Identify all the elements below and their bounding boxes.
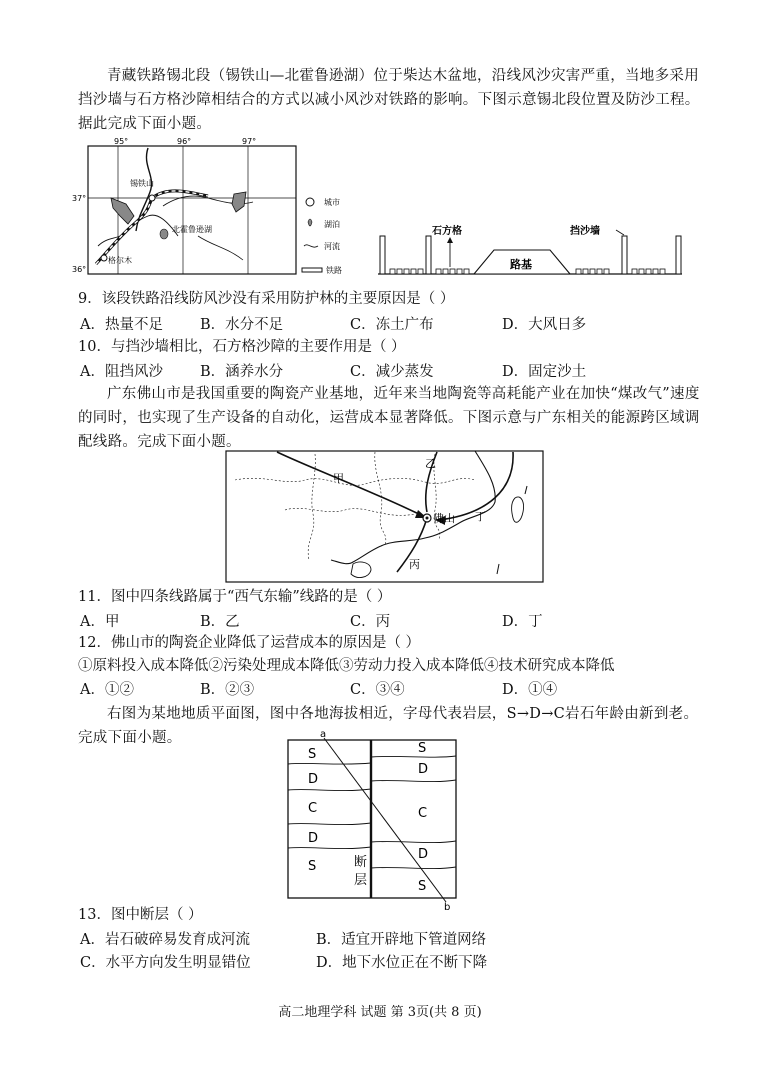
option-d: D．地下水位正在不断下降 <box>316 955 488 971</box>
layer-label-right: D <box>418 762 429 777</box>
foshan-city-dot <box>426 517 429 520</box>
label-foshan: 佛山 <box>433 512 455 525</box>
question-13-options-row2 <box>78 951 718 973</box>
place-xitieshan: 锡铁山 <box>130 179 154 188</box>
option-b: B．适宜开辟地下管道网络 <box>316 932 487 948</box>
city-marker <box>101 255 107 261</box>
option-b: B．水分不足 <box>200 317 284 333</box>
place-geermu: 格尔木 <box>108 256 132 265</box>
lon-97-label: 97° <box>242 137 257 146</box>
question-13-options-row1 <box>78 928 718 950</box>
question-12-options <box>78 678 718 700</box>
question-10-options <box>78 360 718 382</box>
fault-label-char2: 层 <box>354 873 368 888</box>
lon-95-label: 95° <box>114 137 129 146</box>
legend-river-label: 河流 <box>324 242 340 251</box>
lon-96-label: 96° <box>177 137 192 146</box>
option-c: C．水平方向发生明显错位 <box>80 955 251 971</box>
label-b: b <box>444 902 451 913</box>
option-d: D．①④ <box>502 682 558 698</box>
label-yi: 乙 <box>425 457 436 470</box>
question-13-stem: 13．图中断层（ ） <box>78 907 203 923</box>
option-c: C．冻土广布 <box>350 317 434 333</box>
sand-wall-post <box>426 236 431 274</box>
place-beihuoluxun: 北霍鲁逊湖 <box>172 225 212 234</box>
lake-shape <box>160 229 168 239</box>
intro-paragraph-geology: 右图为某地地质平面图，图中各地海拔相近，字母代表岩层，S→D→C岩石年龄由新到老。完成下面小题。 <box>78 706 699 746</box>
city-marker <box>149 195 155 201</box>
option-b: B．涵养水分 <box>200 364 284 380</box>
option-d: D．固定沙土 <box>502 364 587 380</box>
legend-city-label: 城市 <box>324 198 340 207</box>
question-10-stem: 10．与挡沙墙相比，石方格沙障的主要作用是（ ） <box>78 339 406 355</box>
layer-label-right: S <box>418 879 427 894</box>
question-12-reasons: ①原料投入成本降低②污染处理成本降低③劳动力投入成本降低④技术研究成本降低 <box>78 658 615 674</box>
stone-grid-label: 石方格 <box>432 226 462 237</box>
question-12-stem: 12．佛山市的陶瓷企业降低了运营成本的原因是（ ） <box>78 635 421 651</box>
legend-city-icon <box>306 198 314 206</box>
railway-location-map <box>72 136 358 282</box>
sand-control-profile <box>376 222 688 280</box>
option-b: B．②③ <box>200 682 255 698</box>
option-a: A．热量不足 <box>80 317 163 333</box>
energy-route-map <box>225 450 545 584</box>
option-d: D．丁 <box>502 614 543 630</box>
lat-37-label: 37° <box>72 194 87 203</box>
option-c: C．③④ <box>350 682 405 698</box>
sand-wall-pointer <box>616 230 624 235</box>
legend-lake-icon <box>308 219 312 226</box>
option-a: A．①② <box>80 682 134 698</box>
fault-label-char1: 断 <box>354 855 368 870</box>
question-9-options <box>78 313 718 335</box>
hainan-island <box>351 562 371 577</box>
question-9-stem: 9．该段铁路沿线防风沙没有采用防护林的主要原因是（ ） <box>78 291 455 307</box>
option-a: A．阻挡风沙 <box>80 364 163 380</box>
label-a: a <box>320 729 327 740</box>
legend-railway-label: 铁路 <box>326 266 342 275</box>
option-b: B．乙 <box>200 614 240 630</box>
arrow-icon <box>447 237 453 243</box>
question-11-options <box>78 610 718 632</box>
option-a: A．甲 <box>80 614 120 630</box>
sand-wall-label: 挡沙墙 <box>570 226 600 237</box>
option-d: D．大风日多 <box>502 317 587 333</box>
layer-label-right: S <box>418 741 427 756</box>
legend-river-icon <box>304 245 318 247</box>
geological-plan-map <box>286 729 462 913</box>
roadbed-label: 路基 <box>510 258 532 271</box>
layer-label-left: C <box>308 801 318 816</box>
sand-wall-post <box>380 236 385 274</box>
layer-label-left: S <box>308 859 317 874</box>
legend-railway-icon <box>302 268 322 272</box>
label-ding: 丁 <box>475 510 486 523</box>
intro-paragraph-foshan: 广东佛山市是我国重要的陶瓷产业基地，近年来当地陶瓷等高耗能产业在加快“煤改气”速度的同时，也实现了生产设备的自动化，运营成本显著降低。下图示意与广东相关的能源跨区域调配线路。完成下面小题。 <box>78 386 700 450</box>
option-c: C．减少蒸发 <box>350 364 434 380</box>
page-footer: 高二地理学科 试题 第 3页(共 8 页) <box>278 1005 482 1020</box>
sand-wall-post <box>676 236 681 274</box>
layer-label-left: S <box>308 747 317 762</box>
option-a: A．岩石破碎易发育成河流 <box>80 932 250 948</box>
sand-wall-post <box>622 236 627 274</box>
question-11-stem: 11．图中四条线路属于“西气东输”线路的是（ ） <box>78 589 392 605</box>
layer-label-right: D <box>418 847 429 862</box>
layer-label-left: D <box>308 831 319 846</box>
label-jia: 甲 <box>333 472 344 485</box>
layer-label-left: D <box>308 772 319 787</box>
intro-paragraph-railway: 青藏铁路锡北段（锡铁山—北霍鲁逊湖）位于柴达木盆地，沿线风沙灾害严重，当地多采用挡沙墙与石方格沙障相结合的方式以减小风沙对铁路的影响。下图示意锡北段位置及防沙工程。据此完成下面小题。 <box>78 68 700 132</box>
legend-lake-label: 湖泊 <box>324 220 340 229</box>
layer-label-right: C <box>418 806 428 821</box>
option-c: C．丙 <box>350 614 391 630</box>
lat-36-label: 36° <box>72 265 87 274</box>
label-bing: 丙 <box>409 558 420 571</box>
